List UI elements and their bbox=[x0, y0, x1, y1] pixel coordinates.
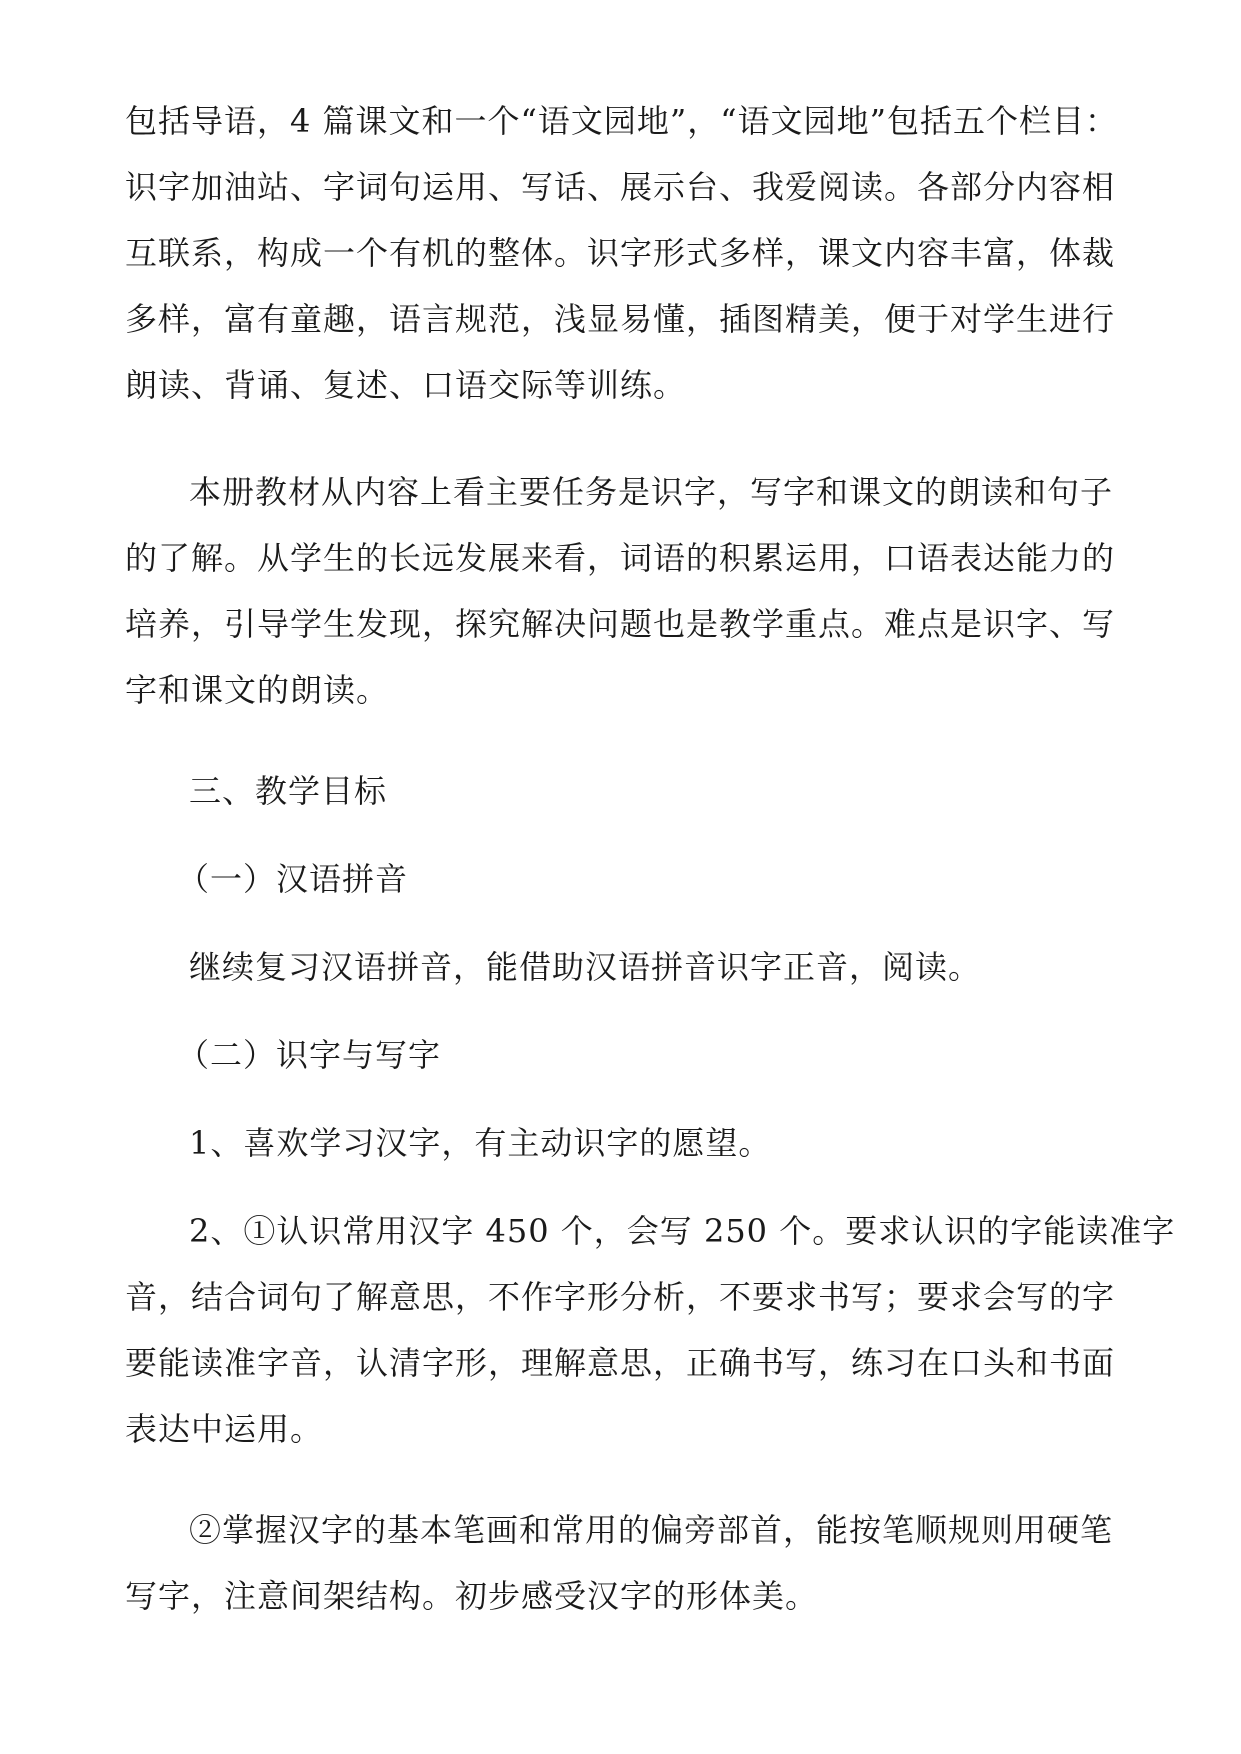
focus-paragraph bbox=[125, 459, 1125, 723]
pinyin-paragraph bbox=[125, 934, 1125, 1000]
text-line: 多样，富有童趣，语言规范，浅显易懂，插图精美，便于对学生进行 bbox=[125, 300, 1116, 338]
section-heading-goals bbox=[125, 758, 1125, 824]
list-item-2b bbox=[125, 1497, 1125, 1629]
list-item-2 bbox=[125, 1198, 1176, 1462]
heading-text: 三、教学目标 bbox=[189, 772, 388, 810]
text-line: 1、喜欢学习汉字，有主动识字的愿望。 bbox=[189, 1124, 772, 1162]
text-line: 包括导语，4 篇课文和一个“语文园地”，“语文园地”包括五个栏目： bbox=[125, 102, 1118, 140]
text-line: 培养，引导学生发现，探究解决问题也是教学重点。难点是识字、写 bbox=[125, 605, 1116, 643]
text-line: ②掌握汉字的基本笔画和常用的偏旁部首，能按笔顺规则用硬笔 bbox=[189, 1511, 1114, 1549]
heading-text: （二）识字与写字 bbox=[177, 1036, 442, 1074]
text-line: 本册教材从内容上看主要任务是识字，写字和课文的朗读和句子 bbox=[189, 473, 1114, 511]
text-line: 表达中运用。 bbox=[125, 1410, 324, 1448]
text-line: 的了解。从学生的长远发展来看，词语的积累运用，口语表达能力的 bbox=[125, 539, 1116, 577]
text-line: 音，结合词句了解意思，不作字形分析，不要求书写；要求会写的字 bbox=[125, 1278, 1116, 1316]
text-line: 互联系，构成一个有机的整体。识字形式多样，课文内容丰富，体裁 bbox=[125, 234, 1116, 272]
list-item-1 bbox=[125, 1110, 1125, 1176]
text-line: 写字，注意间架结构。初步感受汉字的形体美。 bbox=[125, 1577, 819, 1615]
subheading-pinyin bbox=[125, 846, 1125, 912]
intro-paragraph bbox=[125, 88, 1125, 418]
subheading-literacy bbox=[125, 1022, 1125, 1088]
text-line: 朗读、背诵、复述、口语交际等训练。 bbox=[125, 366, 687, 404]
heading-text: （一）汉语拼音 bbox=[177, 860, 409, 898]
text-line: 识字加油站、字词句运用、写话、展示台、我爱阅读。各部分内容相 bbox=[125, 168, 1116, 206]
text-line: 继续复习汉语拼音，能借助汉语拼音识字正音，阅读。 bbox=[189, 948, 982, 986]
text-line: 2、①认识常用汉字 450 个，会写 250 个。要求认识的字能读准字 bbox=[189, 1212, 1176, 1250]
text-line: 字和课文的朗读。 bbox=[125, 671, 390, 709]
text-line: 要能读准字音，认清字形，理解意思，正确书写，练习在口头和书面 bbox=[125, 1344, 1116, 1382]
